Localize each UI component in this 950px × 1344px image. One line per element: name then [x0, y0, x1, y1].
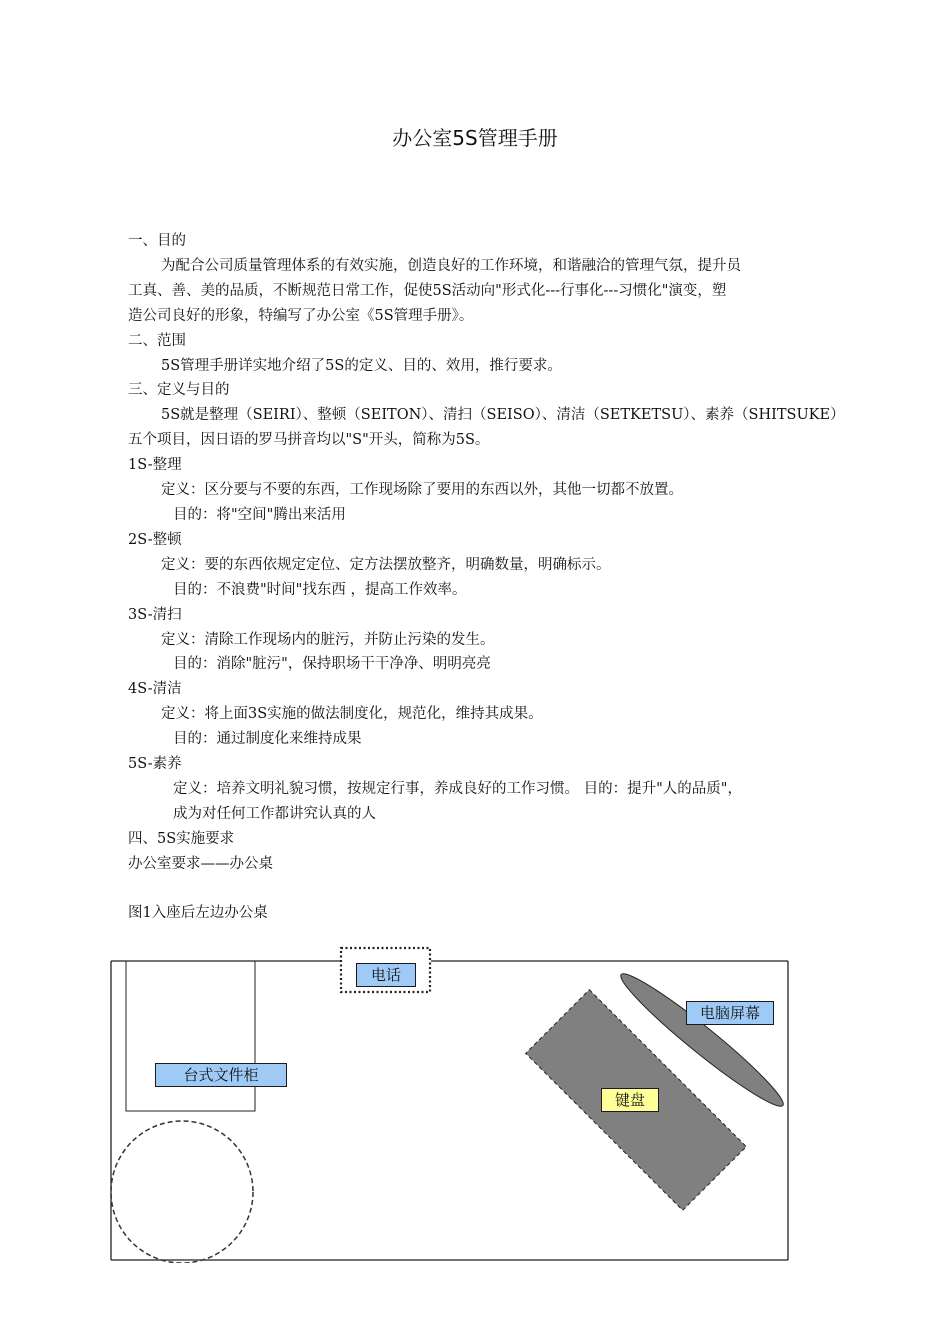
spacer — [128, 877, 838, 901]
4s-purpose: 目的：通过制度化来维持成果 — [173, 731, 362, 748]
5s-definition: 定义：培养文明礼貌习惯，按规定行事，养成良好的工作习惯。 目的：提升"人的品质"， — [173, 780, 742, 797]
definition-text-1: 5S就是整理（SEIRI）、整顿（SEITON）、清扫（SEISO）、清洁（SETKETSU）、素养（SHITSUKE） — [161, 407, 845, 424]
file-cabinet-label: 台式文件柜 — [155, 1063, 287, 1087]
1s-definition: 定义：区分要与不要的东西，工作现场除了要用的东西以外，其他一切都不放置。 — [161, 482, 683, 499]
2s-purpose: 目的：不浪费"时间"找东西 ，提高工作效率。 — [173, 581, 467, 598]
phone-label: 电话 — [356, 963, 416, 987]
heading-5s: 5S-素养 — [128, 756, 182, 773]
5s-purpose: 成为对任何工作都讲究认真的人 — [173, 805, 376, 822]
purpose-text-1: 为配合公司质量管理体系的有效实施，创造良好的工作环境，和谐融洽的管理气氛，提升员 — [161, 257, 741, 274]
chair-circle — [111, 1121, 253, 1263]
monitor-label: 电脑屏幕 — [686, 1001, 774, 1025]
scope-text: 5S管理手册详实地介绍了5S的定义、目的、效用，推行要求。 — [161, 357, 562, 374]
3s-definition: 定义：清除工作现场内的脏污，并防止污染的发生。 — [161, 631, 495, 648]
definition-text-2: 五个项目，因日语的罗马拼音均以"S"开头，简称为5S。 — [128, 432, 490, 449]
2s-definition: 定义：要的东西依规定定位、定方法摆放整齐，明确数量，明确标示。 — [161, 556, 611, 573]
purpose-text-3: 造公司良好的形象，特编写了办公室《5S管理手册》。 — [128, 307, 474, 324]
3s-purpose: 目的：消除"脏污"，保持职场干干净净、明明亮亮 — [173, 656, 491, 673]
keyboard-label: 键盘 — [601, 1088, 659, 1112]
heading-3s: 3S-清扫 — [128, 606, 182, 623]
heading-scope: 二、范围 — [128, 332, 186, 349]
office-desk-requirement: 办公室要求——办公桌 — [128, 855, 273, 872]
document-title: 办公室5S管理手册 — [392, 126, 558, 150]
desk-layout-diagram — [110, 945, 790, 1263]
heading-purpose: 一、目的 — [128, 233, 186, 249]
file-cabinet-shape — [126, 961, 255, 1111]
heading-2s: 2S-整顿 — [128, 531, 182, 548]
figure-caption: 图1入座后左边办公桌 — [128, 904, 268, 921]
heading-definition: 三、定义与目的 — [128, 382, 230, 399]
heading-4s: 4S-清洁 — [128, 681, 182, 698]
1s-purpose: 目的：将"空间"腾出来活用 — [173, 506, 346, 523]
heading-requirements: 四、5S实施要求 — [128, 830, 235, 847]
4s-definition: 定义：将上面3S实施的做法制度化，规范化，维持其成果。 — [161, 706, 543, 723]
purpose-text-2: 工真、善、美的品质，不断规范日常工作，促使5S活动向"形式化---行事化---习惯化"演变，塑 — [128, 282, 727, 299]
document-body — [128, 229, 845, 925]
heading-1s: 1S-整理 — [128, 457, 182, 474]
desk-layout-svg — [110, 945, 790, 1263]
